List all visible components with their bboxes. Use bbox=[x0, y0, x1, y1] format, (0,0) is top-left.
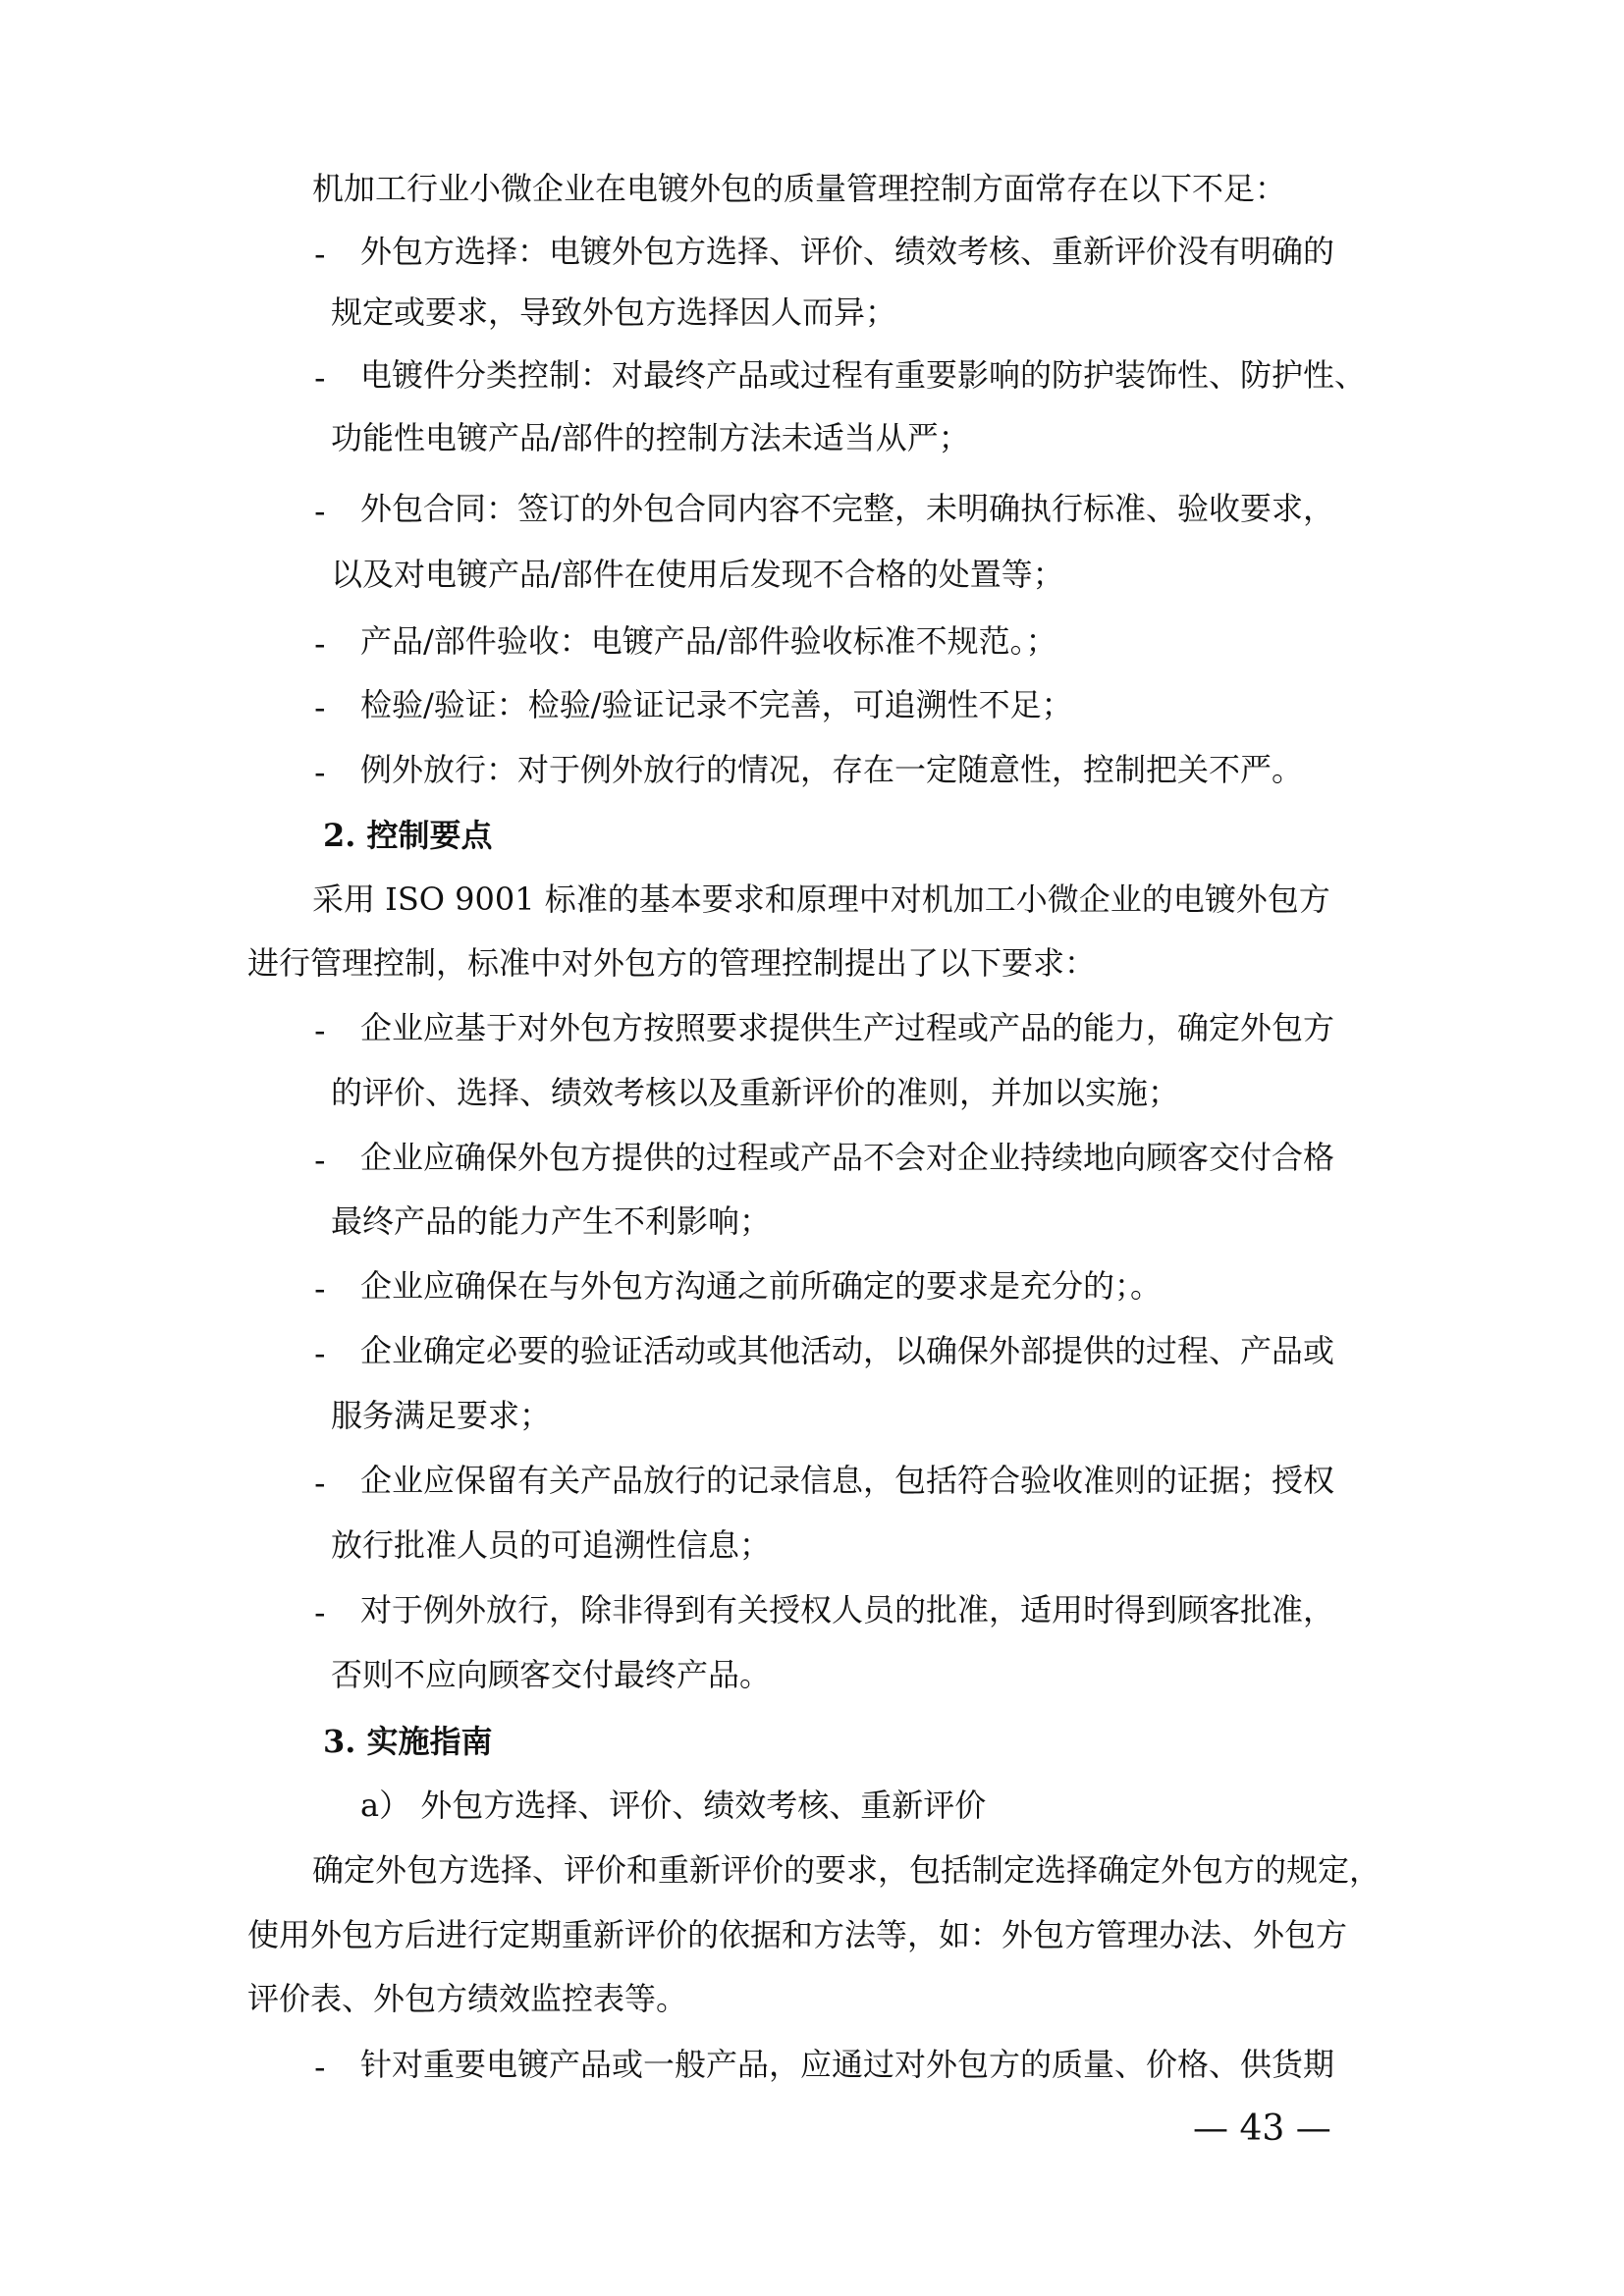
requirement-item-2-line-2: 最终产品的能力产生不利影响； bbox=[331, 1202, 772, 1240]
requirement-item-2-line-1: 企业应确保外包方提供的过程或产品不会对企业持续地向顾客交付合格 bbox=[360, 1139, 1335, 1176]
section-2-heading: 2. 控制要点 bbox=[323, 817, 493, 854]
bullet-dash: - bbox=[314, 359, 326, 397]
problem-item-1-line-1: 外包方选择：电镀外包方选择、评价、绩效考核、重新评价没有明确的 bbox=[360, 233, 1335, 270]
problem-item-5: 检验/验证：检验/验证记录不完善，可追溯性不足； bbox=[360, 686, 1073, 723]
problem-item-3-line-1: 外包合同：签订的外包合同内容不完整，未明确执行标准、验收要求， bbox=[360, 490, 1335, 527]
section-2-para-line-2: 进行管理控制，标准中对外包方的管理控制提出了以下要求： bbox=[247, 944, 1097, 982]
requirement-item-6-line-1: 对于例外放行，除非得到有关授权人员的批准，适用时得到顾客批准， bbox=[360, 1591, 1335, 1629]
bullet-dash: - bbox=[314, 2049, 326, 2086]
problem-item-2-line-2: 功能性电镀产品/部件的控制方法未适当从严； bbox=[331, 419, 970, 456]
bullet-dash: - bbox=[314, 1335, 326, 1372]
bullet-dash: - bbox=[314, 689, 326, 726]
section-3-para-line-3: 评价表、外包方绩效监控表等。 bbox=[247, 1980, 688, 2017]
problem-item-6: 例外放行：对于例外放行的情况，存在一定随意性，控制把关不严。 bbox=[360, 751, 1304, 788]
requirement-item-1-line-1: 企业应基于对外包方按照要求提供生产过程或产品的能力，确定外包方 bbox=[360, 1009, 1335, 1046]
problem-item-4: 产品/部件验收：电镀产品/部件验收标准不规范。； bbox=[360, 622, 1057, 660]
bullet-dash: - bbox=[314, 493, 326, 530]
bullet-dash: - bbox=[314, 754, 326, 791]
requirement-item-5-line-1: 企业应保留有关产品放行的记录信息，包括符合验收准则的证据；授权 bbox=[360, 1462, 1335, 1499]
bullet-dash: - bbox=[314, 625, 326, 663]
problem-item-2-line-1: 电镀件分类控制：对最终产品或过程有重要影响的防护装饰性、防护性、 bbox=[360, 356, 1367, 394]
bullet-dash: - bbox=[314, 1465, 326, 1502]
requirement-item-1-line-2: 的评价、选择、绩效考核以及重新评价的准则，并加以实施； bbox=[331, 1074, 1180, 1111]
requirement-item-4-line-1: 企业确定必要的验证活动或其他活动，以确保外部提供的过程、产品或 bbox=[360, 1332, 1335, 1369]
problem-item-3-line-2: 以及对电镀产品/部件在使用后发现不合格的处置等； bbox=[331, 556, 1064, 593]
page-number: — 43 — bbox=[1193, 2109, 1331, 2149]
bullet-dash: - bbox=[314, 1142, 326, 1179]
section-3-subheading: a） 外包方选择、评价、绩效考核、重新评价 bbox=[360, 1787, 987, 1824]
bullet-dash: - bbox=[314, 1270, 326, 1308]
problem-item-1-line-2: 规定或要求，导致外包方选择因人而异； bbox=[331, 294, 897, 331]
requirement-item-6-line-2: 否则不应向顾客交付最终产品。 bbox=[331, 1656, 772, 1693]
bullet-dash: - bbox=[314, 1594, 326, 1631]
guide-item-1-line-1: 针对重要电镀产品或一般产品，应通过对外包方的质量、价格、供货期 bbox=[360, 2046, 1335, 2083]
requirement-item-5-line-2: 放行批准人员的可追溯性信息； bbox=[331, 1526, 772, 1564]
section-3-para-line-1: 确定外包方选择、评价和重新评价的要求，包括制定选择确定外包方的规定， bbox=[312, 1851, 1381, 1889]
section-3-para-line-2: 使用外包方后进行定期重新评价的依据和方法等，如：外包方管理办法、外包方 bbox=[247, 1916, 1348, 1953]
requirement-item-3: 企业应确保在与外包方沟通之前所确定的要求是充分的；。 bbox=[360, 1267, 1163, 1305]
bullet-dash: - bbox=[314, 236, 326, 273]
section-2-para-line-1: 采用 ISO 9001 标准的基本要求和原理中对机加工小微企业的电镀外包方 bbox=[312, 881, 1330, 918]
bullet-dash: - bbox=[314, 1012, 326, 1049]
section-3-heading: 3. 实施指南 bbox=[323, 1723, 493, 1760]
intro-text: 机加工行业小微企业在电镀外包的质量管理控制方面常存在以下不足： bbox=[312, 170, 1287, 207]
requirement-item-4-line-2: 服务满足要求； bbox=[331, 1397, 552, 1434]
